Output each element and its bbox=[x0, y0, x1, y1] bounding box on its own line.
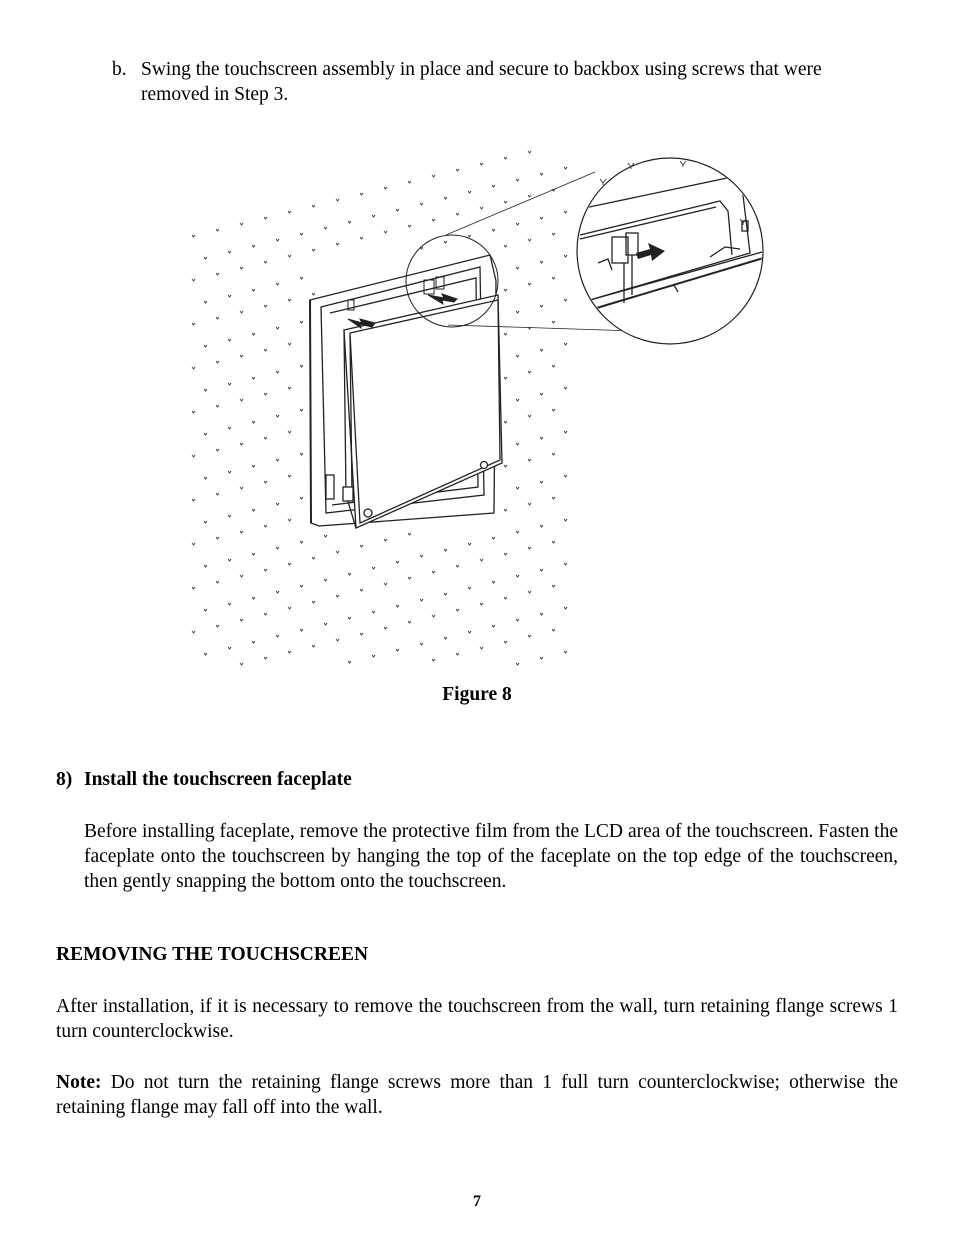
note-label: Note: bbox=[56, 1072, 102, 1093]
step-b-text: Swing the touchscreen assembly in place and secure to backbox using screws that were removed in Step 3. bbox=[141, 59, 822, 105]
magnified-detail bbox=[575, 158, 780, 344]
note-body: Do not turn the retaining flange screws more than 1 full turn counterclockwise; otherwise the retaining flange may fall off into the wall. bbox=[56, 1072, 898, 1118]
section-8-number: 8) bbox=[56, 769, 73, 790]
figure-caption: Figure 8 bbox=[442, 684, 512, 705]
note-paragraph bbox=[56, 1070, 898, 1120]
section-8-body: Before installing faceplate, remove the protective film from the LCD area of the touchscreen. Fasten the faceplate onto the touchscreen by hanging the top of the faceplate on the top edge of the touchscreen, then gently snapping the bottom onto the touchscreen. bbox=[84, 821, 898, 892]
page-number: 7 bbox=[473, 1193, 481, 1210]
section-8-title: Install the touchscreen faceplate bbox=[84, 769, 352, 790]
figure-8-illustration bbox=[180, 135, 780, 675]
step-b-marker: b. bbox=[112, 59, 127, 80]
removing-body: After installation, if it is necessary to remove the touchscreen from the wall, turn retaining flange screws 1 turn counterclockwise. bbox=[56, 996, 898, 1042]
section-8-heading bbox=[56, 769, 352, 791]
touchscreen-mounting-diagram bbox=[180, 135, 780, 675]
removing-heading: REMOVING THE TOUCHSCREEN bbox=[56, 944, 369, 965]
